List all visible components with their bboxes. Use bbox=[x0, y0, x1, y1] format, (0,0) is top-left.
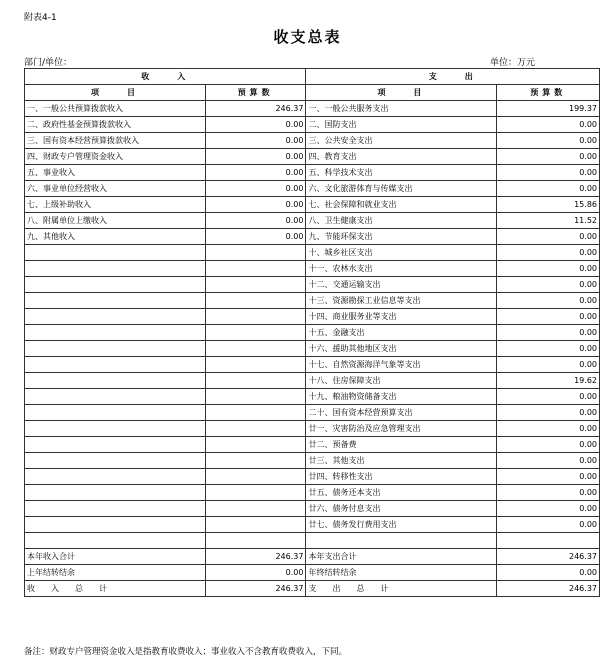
expense-item-name: 六、文化旅游体育与传媒支出 bbox=[306, 181, 497, 197]
income-item-name bbox=[25, 533, 206, 549]
table-row bbox=[25, 501, 600, 517]
ending-carryover-label: 年终结转结余 bbox=[306, 565, 497, 581]
expense-item-name: 二十、国有资本经营预算支出 bbox=[306, 405, 497, 421]
income-item-value bbox=[205, 485, 306, 501]
income-budget-header: 预算数 bbox=[205, 85, 306, 101]
table-row bbox=[25, 357, 600, 373]
income-item-name bbox=[25, 501, 206, 517]
income-grand-total-label: 收 入 总 计 bbox=[25, 581, 206, 597]
total-row bbox=[25, 549, 600, 565]
table-row bbox=[25, 213, 600, 229]
income-item-name bbox=[25, 437, 206, 453]
income-item-value bbox=[205, 405, 306, 421]
table-row bbox=[25, 517, 600, 533]
table-row bbox=[25, 437, 600, 453]
footnote: 备注：财政专户管理资金收入是指教育收费收入；事业收入不含教育收费收入，下同。 bbox=[24, 647, 348, 657]
ending-carryover-value: 0.00 bbox=[497, 565, 600, 581]
expense-grand-total-value: 246.37 bbox=[497, 581, 600, 597]
income-item-value: 0.00 bbox=[205, 165, 306, 181]
expense-item-value: 19.62 bbox=[497, 373, 600, 389]
expense-item-value: 0.00 bbox=[497, 165, 600, 181]
expense-item-name: 八、卫生健康支出 bbox=[306, 213, 497, 229]
expense-item-name: 十六、援助其他地区支出 bbox=[306, 341, 497, 357]
income-item-value bbox=[205, 533, 306, 549]
income-item-value bbox=[205, 293, 306, 309]
expense-item-header: 项 目 bbox=[306, 85, 497, 101]
table-row bbox=[25, 133, 600, 149]
income-item-name bbox=[25, 341, 206, 357]
table-row bbox=[25, 533, 600, 549]
expense-item-value: 0.00 bbox=[497, 517, 600, 533]
table-row bbox=[25, 165, 600, 181]
expense-item-value: 0.00 bbox=[497, 421, 600, 437]
income-item-value: 0.00 bbox=[205, 181, 306, 197]
expense-item-value: 0.00 bbox=[497, 453, 600, 469]
expense-item-name: 廿四、转移性支出 bbox=[306, 469, 497, 485]
expense-item-value: 0.00 bbox=[497, 181, 600, 197]
expense-item-name: 十七、自然资源海洋气象等支出 bbox=[306, 357, 497, 373]
income-grand-total-value: 246.37 bbox=[205, 581, 306, 597]
table-row bbox=[25, 181, 600, 197]
expense-total-label: 本年支出合计 bbox=[306, 549, 497, 565]
expense-item-name: 廿二、预备费 bbox=[306, 437, 497, 453]
expense-grand-total-label: 支 出 总 计 bbox=[306, 581, 497, 597]
expense-item-name: 九、节能环保支出 bbox=[306, 229, 497, 245]
income-item-name: 三、国有资本经营预算拨款收入 bbox=[25, 133, 206, 149]
expense-item-value: 0.00 bbox=[497, 341, 600, 357]
expense-item-name: 五、科学技术支出 bbox=[306, 165, 497, 181]
table-row bbox=[25, 469, 600, 485]
expense-item-value: 0.00 bbox=[497, 245, 600, 261]
expense-item-value: 0.00 bbox=[497, 261, 600, 277]
expense-item-name: 十四、商业服务业等支出 bbox=[306, 309, 497, 325]
expense-item-value: 11.52 bbox=[497, 213, 600, 229]
income-item-name bbox=[25, 293, 206, 309]
income-item-name bbox=[25, 389, 206, 405]
income-item-name bbox=[25, 261, 206, 277]
income-item-name bbox=[25, 405, 206, 421]
expense-item-value: 0.00 bbox=[497, 117, 600, 133]
income-total-value: 246.37 bbox=[205, 549, 306, 565]
expense-item-name: 十五、金融支出 bbox=[306, 325, 497, 341]
table-row bbox=[25, 261, 600, 277]
expense-item-value: 0.00 bbox=[497, 277, 600, 293]
expense-item-name: 十九、粮油物资储备支出 bbox=[306, 389, 497, 405]
income-item-value bbox=[205, 341, 306, 357]
expense-item-value: 0.00 bbox=[497, 325, 600, 341]
income-item-name bbox=[25, 357, 206, 373]
carryover-value: 0.00 bbox=[205, 565, 306, 581]
income-item-value bbox=[205, 421, 306, 437]
expense-item-value: 15.86 bbox=[497, 197, 600, 213]
expense-item-name: 十八、住房保障支出 bbox=[306, 373, 497, 389]
expense-item-value: 0.00 bbox=[497, 133, 600, 149]
expense-item-value: 199.37 bbox=[497, 101, 600, 117]
income-item-value: 246.37 bbox=[205, 101, 306, 117]
expense-item-name: 二、国防支出 bbox=[306, 117, 497, 133]
table-row bbox=[25, 453, 600, 469]
income-item-name: 七、上级补助收入 bbox=[25, 197, 206, 213]
income-item-name bbox=[25, 453, 206, 469]
income-item-name bbox=[25, 373, 206, 389]
table-row bbox=[25, 389, 600, 405]
expense-item-name: 廿一、灾害防治及应急管理支出 bbox=[306, 421, 497, 437]
income-item-value: 0.00 bbox=[205, 229, 306, 245]
income-item-value bbox=[205, 325, 306, 341]
income-item-name bbox=[25, 245, 206, 261]
section-header-row bbox=[25, 69, 600, 85]
income-total-label: 本年收入合计 bbox=[25, 549, 206, 565]
expense-item-value: 0.00 bbox=[497, 357, 600, 373]
income-item-name: 八、附属单位上缴收入 bbox=[25, 213, 206, 229]
income-item-name: 四、财政专户管理资金收入 bbox=[25, 149, 206, 165]
income-item-name: 五、事业收入 bbox=[25, 165, 206, 181]
table-row bbox=[25, 405, 600, 421]
table-row bbox=[25, 245, 600, 261]
income-item-value: 0.00 bbox=[205, 117, 306, 133]
income-item-value bbox=[205, 309, 306, 325]
income-item-value: 0.00 bbox=[205, 197, 306, 213]
income-item-name bbox=[25, 421, 206, 437]
income-item-name: 九、其他收入 bbox=[25, 229, 206, 245]
income-item-value bbox=[205, 357, 306, 373]
income-item-value: 0.00 bbox=[205, 133, 306, 149]
expense-item-name: 四、教育支出 bbox=[306, 149, 497, 165]
expense-item-value bbox=[497, 533, 600, 549]
income-item-name bbox=[25, 309, 206, 325]
expense-item-value: 0.00 bbox=[497, 469, 600, 485]
income-item-header: 项 目 bbox=[25, 85, 206, 101]
expense-item-value: 0.00 bbox=[497, 501, 600, 517]
income-item-name bbox=[25, 517, 206, 533]
income-item-value bbox=[205, 245, 306, 261]
unit-label: 单位：万元 bbox=[490, 58, 536, 68]
income-item-name bbox=[25, 277, 206, 293]
expense-item-value: 0.00 bbox=[497, 149, 600, 165]
table-row bbox=[25, 101, 600, 117]
income-item-name: 六、事业单位经营收入 bbox=[25, 181, 206, 197]
expense-item-value: 0.00 bbox=[497, 293, 600, 309]
expense-item-name: 三、公共安全支出 bbox=[306, 133, 497, 149]
expense-section-header: 支 出 bbox=[306, 69, 600, 85]
carryover-label: 上年结转结余 bbox=[25, 565, 206, 581]
income-item-value bbox=[205, 389, 306, 405]
income-item-value bbox=[205, 453, 306, 469]
income-item-value bbox=[205, 261, 306, 277]
budget-summary-table bbox=[24, 68, 600, 597]
income-item-value: 0.00 bbox=[205, 213, 306, 229]
attachment-number: 附表4-1 bbox=[24, 13, 57, 23]
expense-item-name: 廿三、其他支出 bbox=[306, 453, 497, 469]
income-item-value bbox=[205, 501, 306, 517]
income-item-name bbox=[25, 325, 206, 341]
expense-item-name: 廿六、债务付息支出 bbox=[306, 501, 497, 517]
income-item-value: 0.00 bbox=[205, 149, 306, 165]
income-item-value bbox=[205, 277, 306, 293]
department-label: 部门/单位： bbox=[24, 58, 73, 68]
expense-budget-header: 预算数 bbox=[497, 85, 600, 101]
expense-item-name: 廿五、债务还本支出 bbox=[306, 485, 497, 501]
expense-item-name bbox=[306, 533, 497, 549]
total-row bbox=[25, 581, 600, 597]
table-row bbox=[25, 149, 600, 165]
expense-item-value: 0.00 bbox=[497, 437, 600, 453]
table-row bbox=[25, 341, 600, 357]
expense-item-name: 十三、资源勘探工业信息等支出 bbox=[306, 293, 497, 309]
expense-item-name: 十一、农林水支出 bbox=[306, 261, 497, 277]
expense-item-name: 七、社会保障和就业支出 bbox=[306, 197, 497, 213]
table-row bbox=[25, 421, 600, 437]
income-item-value bbox=[205, 517, 306, 533]
expense-item-name: 十、城乡社区支出 bbox=[306, 245, 497, 261]
expense-item-value: 0.00 bbox=[497, 405, 600, 421]
table-row bbox=[25, 277, 600, 293]
table-row bbox=[25, 309, 600, 325]
expense-item-value: 0.00 bbox=[497, 389, 600, 405]
income-section-header: 收 入 bbox=[25, 69, 306, 85]
income-item-name bbox=[25, 485, 206, 501]
table-row bbox=[25, 373, 600, 389]
expense-item-name: 十二、交通运输支出 bbox=[306, 277, 497, 293]
table-row bbox=[25, 293, 600, 309]
column-header-row bbox=[25, 85, 600, 101]
table-row bbox=[25, 117, 600, 133]
expense-item-value: 0.00 bbox=[497, 309, 600, 325]
expense-item-name: 一、一般公共服务支出 bbox=[306, 101, 497, 117]
table-row bbox=[25, 197, 600, 213]
total-row bbox=[25, 565, 600, 581]
table-row bbox=[25, 229, 600, 245]
income-item-name: 二、政府性基金预算拨款收入 bbox=[25, 117, 206, 133]
table-row bbox=[25, 325, 600, 341]
income-item-name: 一、一般公共预算拨款收入 bbox=[25, 101, 206, 117]
expense-total-value: 246.37 bbox=[497, 549, 600, 565]
expense-item-value: 0.00 bbox=[497, 485, 600, 501]
income-item-value bbox=[205, 437, 306, 453]
income-item-value bbox=[205, 469, 306, 485]
page-title: 收支总表 bbox=[273, 28, 342, 46]
income-item-name bbox=[25, 469, 206, 485]
expense-item-name: 廿七、债务发行费用支出 bbox=[306, 517, 497, 533]
expense-item-value: 0.00 bbox=[497, 229, 600, 245]
table-row bbox=[25, 485, 600, 501]
income-item-value bbox=[205, 373, 306, 389]
